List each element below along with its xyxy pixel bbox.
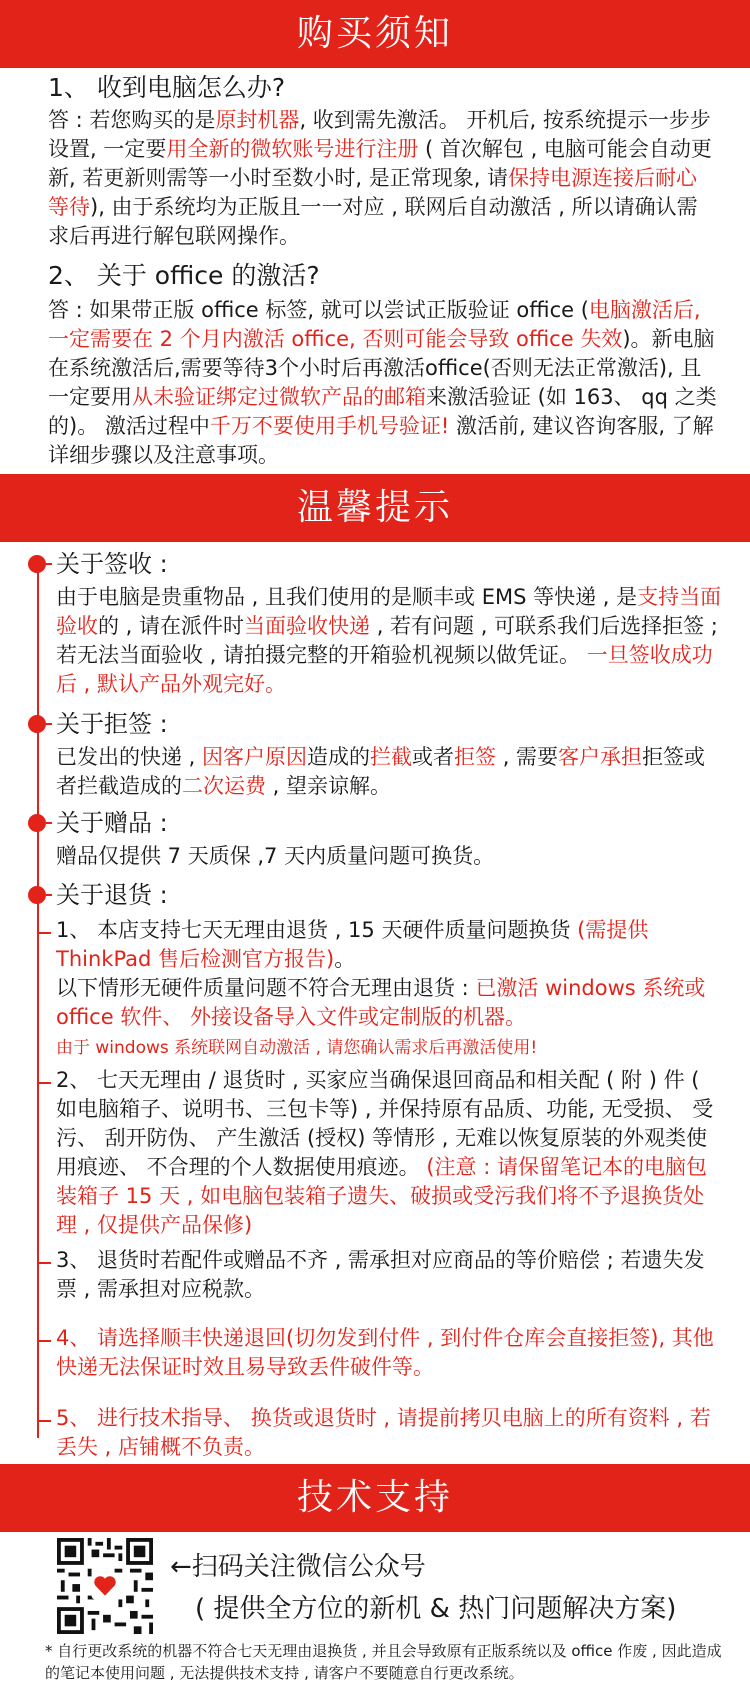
heading-gift: 关于赠品 : [56,809,168,837]
return-1-red-2: 已激活 windows 系统或 office 软件、 外接设备导入文件或定制版的机器。 [56,976,706,1029]
sign-text-2: 的 , 请在派件时 [98,614,245,638]
bullet-dot [28,555,46,573]
reject-text-6: , 望亲谅解。 [266,774,392,798]
return-item-5: 5、 进行技术指导、 换货或退货时 , 请提前拷贝电脑上的所有资料 , 若丢失 , 店铺概不负责。 [56,1406,711,1459]
q1-title: 1、 收到电脑怎么办? [48,73,286,102]
q1-answer [48,106,718,251]
return-1-text-2: 。 [334,947,356,971]
reject-text-2: 造成的 [307,745,371,769]
scan-follow-text: ←扫码关注微信公众号 [170,1552,426,1582]
return-1-text-1: 1、 本店支持七天无理由退货 , 15 天硬件质量问题换货 [56,918,578,942]
return-item-1 [56,916,722,1061]
item-tick [37,1420,51,1422]
reject-text [56,743,722,801]
reject-red-3: 拒签 [454,745,497,769]
return-1-red-1: (需提供 ThinkPad 售后检测官方报告) [56,918,649,971]
return-1-text-3: 以下情形无硬件质量问题不符合无理由退货 : [56,976,476,1000]
q2-text-2: )。新电脑在系统激活后,需要等待3个小时后再激活office(否则无法正常激活), 且一定要用 [48,327,715,409]
q2-answer [48,296,718,470]
q1-text-2: , 收到需先激活。 开机后, 按系统提示一步步设置, 一定要 [48,108,711,161]
return-2-text: 2、 七天无理由 / 退货时 , 买家应当确保退回商品和相关配 ( 附 ) 件 ( 如电脑箱子、说明书、三包卡等) , 并保持原有品质、功能, 无受损、 受污、 刮开防伪、 产生激活 (授权) 等情形 , 无难以恢复原装的外观类使用痕迹、 不合理的个人数据使用痕迹。 [56,1068,714,1179]
sign-red-1: 支持当面验收 [56,585,722,638]
banner-purchase-notice: 购买须知 [0,0,750,68]
item-tick [37,932,51,934]
heading-reject: 关于拒签 : [56,710,168,738]
reject-text-3: 或者 [412,745,455,769]
bullet-dot [28,715,46,733]
q1-text-3: ( 首次解包 , 电脑可能会自动更新, 若更新则需等一小时至数小时, 是正常现象, 请 [48,137,712,190]
bullet-dot [28,814,46,832]
heading-sign: 关于签收 : [56,550,168,578]
q1-text-4: ), 由于系统均为正版且一一对应 , 联网后自动激活 , 所以请确认需求后再进行解包联网操作。 [48,195,698,248]
return-1-note: 由于 windows 系统联网自动激活 , 请您确认需求后再激活使用! [56,1038,538,1058]
banner-tech-support: 技术支持 [0,1464,750,1532]
q1-red-2: 用全新的微软账号进行注册 [166,137,419,161]
sign-red-3: 一旦签收成功后 , 默认产品外观完好。 [56,643,713,696]
heading-returns: 关于退货 : [56,881,168,909]
return-item-4: 4、 请选择顺丰快递退回(切勿发到付件 , 到付件仓库会直接拒签), 其他快递无法保证时效且易导致丢件破件等。 [56,1326,714,1379]
banner-tips: 温馨提示 [0,474,750,542]
reject-red-2: 拦截 [370,745,413,769]
timeline-line [37,563,39,1438]
q2-red-2: 从未验证绑定过微软产品的邮箱 [132,385,426,409]
gift-text: 赠品仅提供 7 天质保 ,7 天内质量问题可换货。 [56,844,495,868]
q2-text-4: 激活前, 建议咨询客服, 了解详细步骤以及注意事项。 [48,414,714,467]
reject-text-1: 已发出的快递 , [56,745,203,769]
q2-text-1: 答 : 如果带正版 office 标签, 就可以尝试正版验证 office ( [48,298,589,322]
reject-text-4: , 需要 [496,745,559,769]
sign-text-3: , 若有问题 , 可联系我们后选择拒签 ; 若无法当面验收 , 请拍摄完整的开箱验机视频以做凭证。 [56,614,718,667]
q2-red-3: 千万不要使用手机号验证! [209,414,450,438]
footnote: * 自行更改系统的机器不符合七天无理由退换货 , 并且会导致原有正版系统以及 office 作废 , 因此造成的笔记本使用问题 , 无法提供技术支持 , 请客户不要随意自行更改系统。 [45,1642,722,1682]
reject-red-1: 因客户原因 [202,745,308,769]
item-tick [37,1340,51,1342]
item-tick [37,1262,51,1264]
q2-text-3: 来激活验证 (如 163、 qq 之类的)。 激活过程中 [48,385,717,438]
scan-follow-subtext: ( 提供全方位的新机 & 热门问题解决方案) [195,1594,677,1624]
q2-red-1: 电脑激活后, 一定需要在 2 个月内激活 office, 否则可能会导致 office 失效 [48,298,701,351]
return-2-red: (注意 : 请保留笔记本的电脑包装箱子 15 天 , 如电脑包装箱子遗失、破损或受污我们将不予退换货处理 , 仅提供产品保修) [56,1155,707,1237]
sign-text [56,583,722,699]
reject-text-5: 拒签或者拦截造成的 [56,745,706,798]
q1-red-3: 保持电源连接后耐心等待 [48,166,698,219]
item-tick [37,1082,51,1084]
reject-red-4: 客户承担 [558,745,643,769]
reject-red-5: 二次运费 [182,774,266,798]
q1-text-1: 答 : 若您购买的是 [48,108,216,132]
sign-red-2: 当面验收快递 [244,614,371,638]
q1-red-1: 原封机器 [215,108,300,132]
qr-code-icon[interactable] [57,1538,153,1634]
return-item-2 [56,1066,722,1240]
sign-text-1: 由于电脑是贵重物品 , 且我们使用的是顺丰或 EMS 等快递 , 是 [56,585,638,609]
return-item-3: 3、 退货时若配件或赠品不齐 , 需承担对应商品的等价赔偿 ; 若遗失发票 , 需承担对应税款。 [56,1248,705,1301]
q2-title: 2、 关于 office 的激活? [48,261,320,290]
bullet-dot [28,886,46,904]
